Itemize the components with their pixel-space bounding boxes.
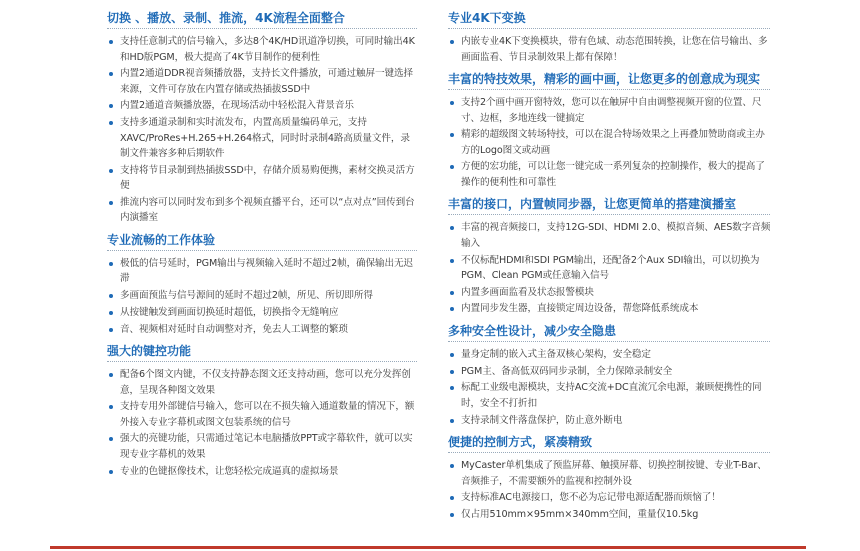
bullet-icon [109, 201, 113, 205]
section-title: 强大的键控功能 [107, 342, 417, 362]
list-item: PGM主、备高低双码同步录制，全力保障录制安全 [448, 364, 773, 380]
list-item: 支持将节目录制到热插拔SSD中，存储介质易购便携，素材交换灵活方便 [107, 163, 417, 194]
list-item: 不仅标配HDMI和SDI PGM输出，还配备2个Aux SDI输出，可以切换为PGM、Clean PGM或任意输入信号 [448, 253, 773, 284]
list-item: 推流内容可以同时发布到多个视频直播平台，还可以“点对点”回传到台内演播室 [107, 195, 417, 226]
list-item: 量身定制的嵌入式主备双核心架构，安全稳定 [448, 347, 773, 363]
list-item: 丰富的视音频接口，支持12G-SDI、HDMI 2.0、模拟音频、AES数字音频输入 [448, 220, 773, 251]
bullet-icon [450, 464, 454, 468]
bullet-icon [450, 513, 454, 517]
list-item: 支持标准AC电源接口，您不必为忘记带电源适配器而烦恼了！ [448, 490, 773, 506]
bullet-icon [450, 259, 454, 263]
bottom-divider [50, 546, 806, 549]
bullet-icon [450, 419, 454, 423]
list-item: MyCaster单机集成了预监屏幕、触摸屏幕、切换控制按键、专业T-Bar、音频推子，不需要额外的监视和控制外设 [448, 458, 773, 489]
bullet-icon [109, 262, 113, 266]
bullet-icon [109, 437, 113, 441]
section-title: 丰富的特技效果，精彩的画中画，让您更多的创意成为现实 [448, 70, 770, 90]
list-item: 支持录制文件落盘保护，防止意外断电 [448, 413, 773, 429]
bullet-icon [450, 226, 454, 230]
bullet-icon [109, 328, 113, 332]
bullet-icon [450, 370, 454, 374]
bullet-icon [109, 294, 113, 298]
bullet-icon [109, 311, 113, 315]
bullet-icon [450, 291, 454, 295]
section-title: 多种安全性设计，减少安全隐患 [448, 322, 770, 342]
bullet-icon [109, 470, 113, 474]
section-effects [448, 70, 773, 190]
right-column [448, 0, 773, 524]
bullet-icon [109, 40, 113, 44]
bullet-icon [109, 405, 113, 409]
section-title: 丰富的接口，内置帧同步器，让您更简单的搭建演播室 [448, 195, 770, 215]
list-item: 音、视频相对延时自动调整对齐，免去人工调整的繁琐 [107, 322, 417, 338]
list-item: 内置同步发生器，直接锁定周边设备，帮您降低系统成本 [448, 301, 773, 317]
list-item: 内嵌专业4K下变换模块，带有色域、动态范围转换，让您在信号输出、多画面监看、节目录制效果上都有保障！ [448, 34, 773, 65]
section-4k-downconvert [448, 9, 773, 65]
list-item: 内置2通道DDR视音频播放器，支持长文件播放，可通过触屏一键选择来源，文件可存放在内置存储或热插拔SSD中 [107, 66, 417, 97]
list-item: 专业的色键抠像技术，让您轻松完成逼真的虚拟场景 [107, 464, 417, 480]
list-item: 内置2通道音频播放器，在现场活动中轻松混入背景音乐 [107, 98, 417, 114]
list-item: 支持任意制式的信号输入，多达8个4K/HD讯道净切换，可同时输出4K和HD版PGM，极大提高了4K节目制作的便利性 [107, 34, 417, 65]
list-item: 配备6个图文内键，不仅支持静态图文还支持动画，您可以充分发挥创意，呈现各种图文效果 [107, 367, 417, 398]
section-keyer [107, 342, 417, 479]
list-item: 仅占用510mm×95mm×340mm空间，重量仅10.5kg [448, 507, 773, 523]
section-integration [107, 9, 417, 226]
bullet-icon [450, 386, 454, 390]
section-safety [448, 322, 773, 428]
list-item: 极低的信号延时，PGM输出与视频输入延时不超过2帧，确保输出无迟滞 [107, 256, 417, 287]
list-item: 多画面预监与信号源间的延时不超过2帧，所见、所切即所得 [107, 288, 417, 304]
section-title: 便捷的控制方式，紧凑精致 [448, 433, 770, 453]
bullet-icon [450, 307, 454, 311]
section-workflow [107, 231, 417, 337]
bullet-icon [450, 40, 454, 44]
bullet-icon [450, 165, 454, 169]
list-item: 支持多通道录制和实时流发布，内置高质量编码单元，支持XAVC/ProRes+H.265+H.264格式，同时时录制4路高质量文件，录制文件兼容多种后期软件 [107, 115, 417, 162]
bullet-icon [450, 101, 454, 105]
left-column [107, 0, 417, 480]
list-item: 从按键触发到画面切换延时超低，切换指令无缝响应 [107, 305, 417, 321]
list-item: 支持专用外部键信号输入，您可以在不损失输入通道数量的情况下，额外接入专业字幕机或图文包装系统的信号 [107, 399, 417, 430]
section-interfaces [448, 195, 773, 317]
section-title: 专业流畅的工作体验 [107, 231, 417, 251]
section-title: 专业4K下变换 [448, 9, 770, 29]
list-item: 标配工业级电源模块，支持AC交流+DC直流冗余电源，兼顾便携性的同时，安全不打折扣 [448, 380, 773, 411]
bullet-icon [109, 169, 113, 173]
bullet-icon [109, 72, 113, 76]
bullet-icon [109, 373, 113, 377]
section-title: 切换 、播放、录制、推流，4K流程全面整合 [107, 9, 417, 29]
list-item: 内置多画面监看及状态报警模块 [448, 285, 773, 301]
bullet-icon [450, 496, 454, 500]
bullet-icon [109, 104, 113, 108]
bullet-icon [450, 353, 454, 357]
section-control [448, 433, 773, 522]
bullet-icon [450, 133, 454, 137]
bullet-icon [109, 121, 113, 125]
list-item: 精彩的超级图文转场特技，可以在混合特场效果之上再叠加赞助商或主办方的Logo图文或动画 [448, 127, 773, 158]
list-item: 强大的亮键功能，只需通过笔记本电脑播放PPT或字幕软件，就可以实现专业字幕机的效果 [107, 431, 417, 462]
list-item: 方便的宏功能，可以让您一键完成一系列复杂的控制操作，极大的提高了操作的便利性和可靠性 [448, 159, 773, 190]
list-item: 支持2个画中画开窗特效，您可以在触屏中自由调整视频开窗的位置、尺寸、边框，多地连线一键搞定 [448, 95, 773, 126]
